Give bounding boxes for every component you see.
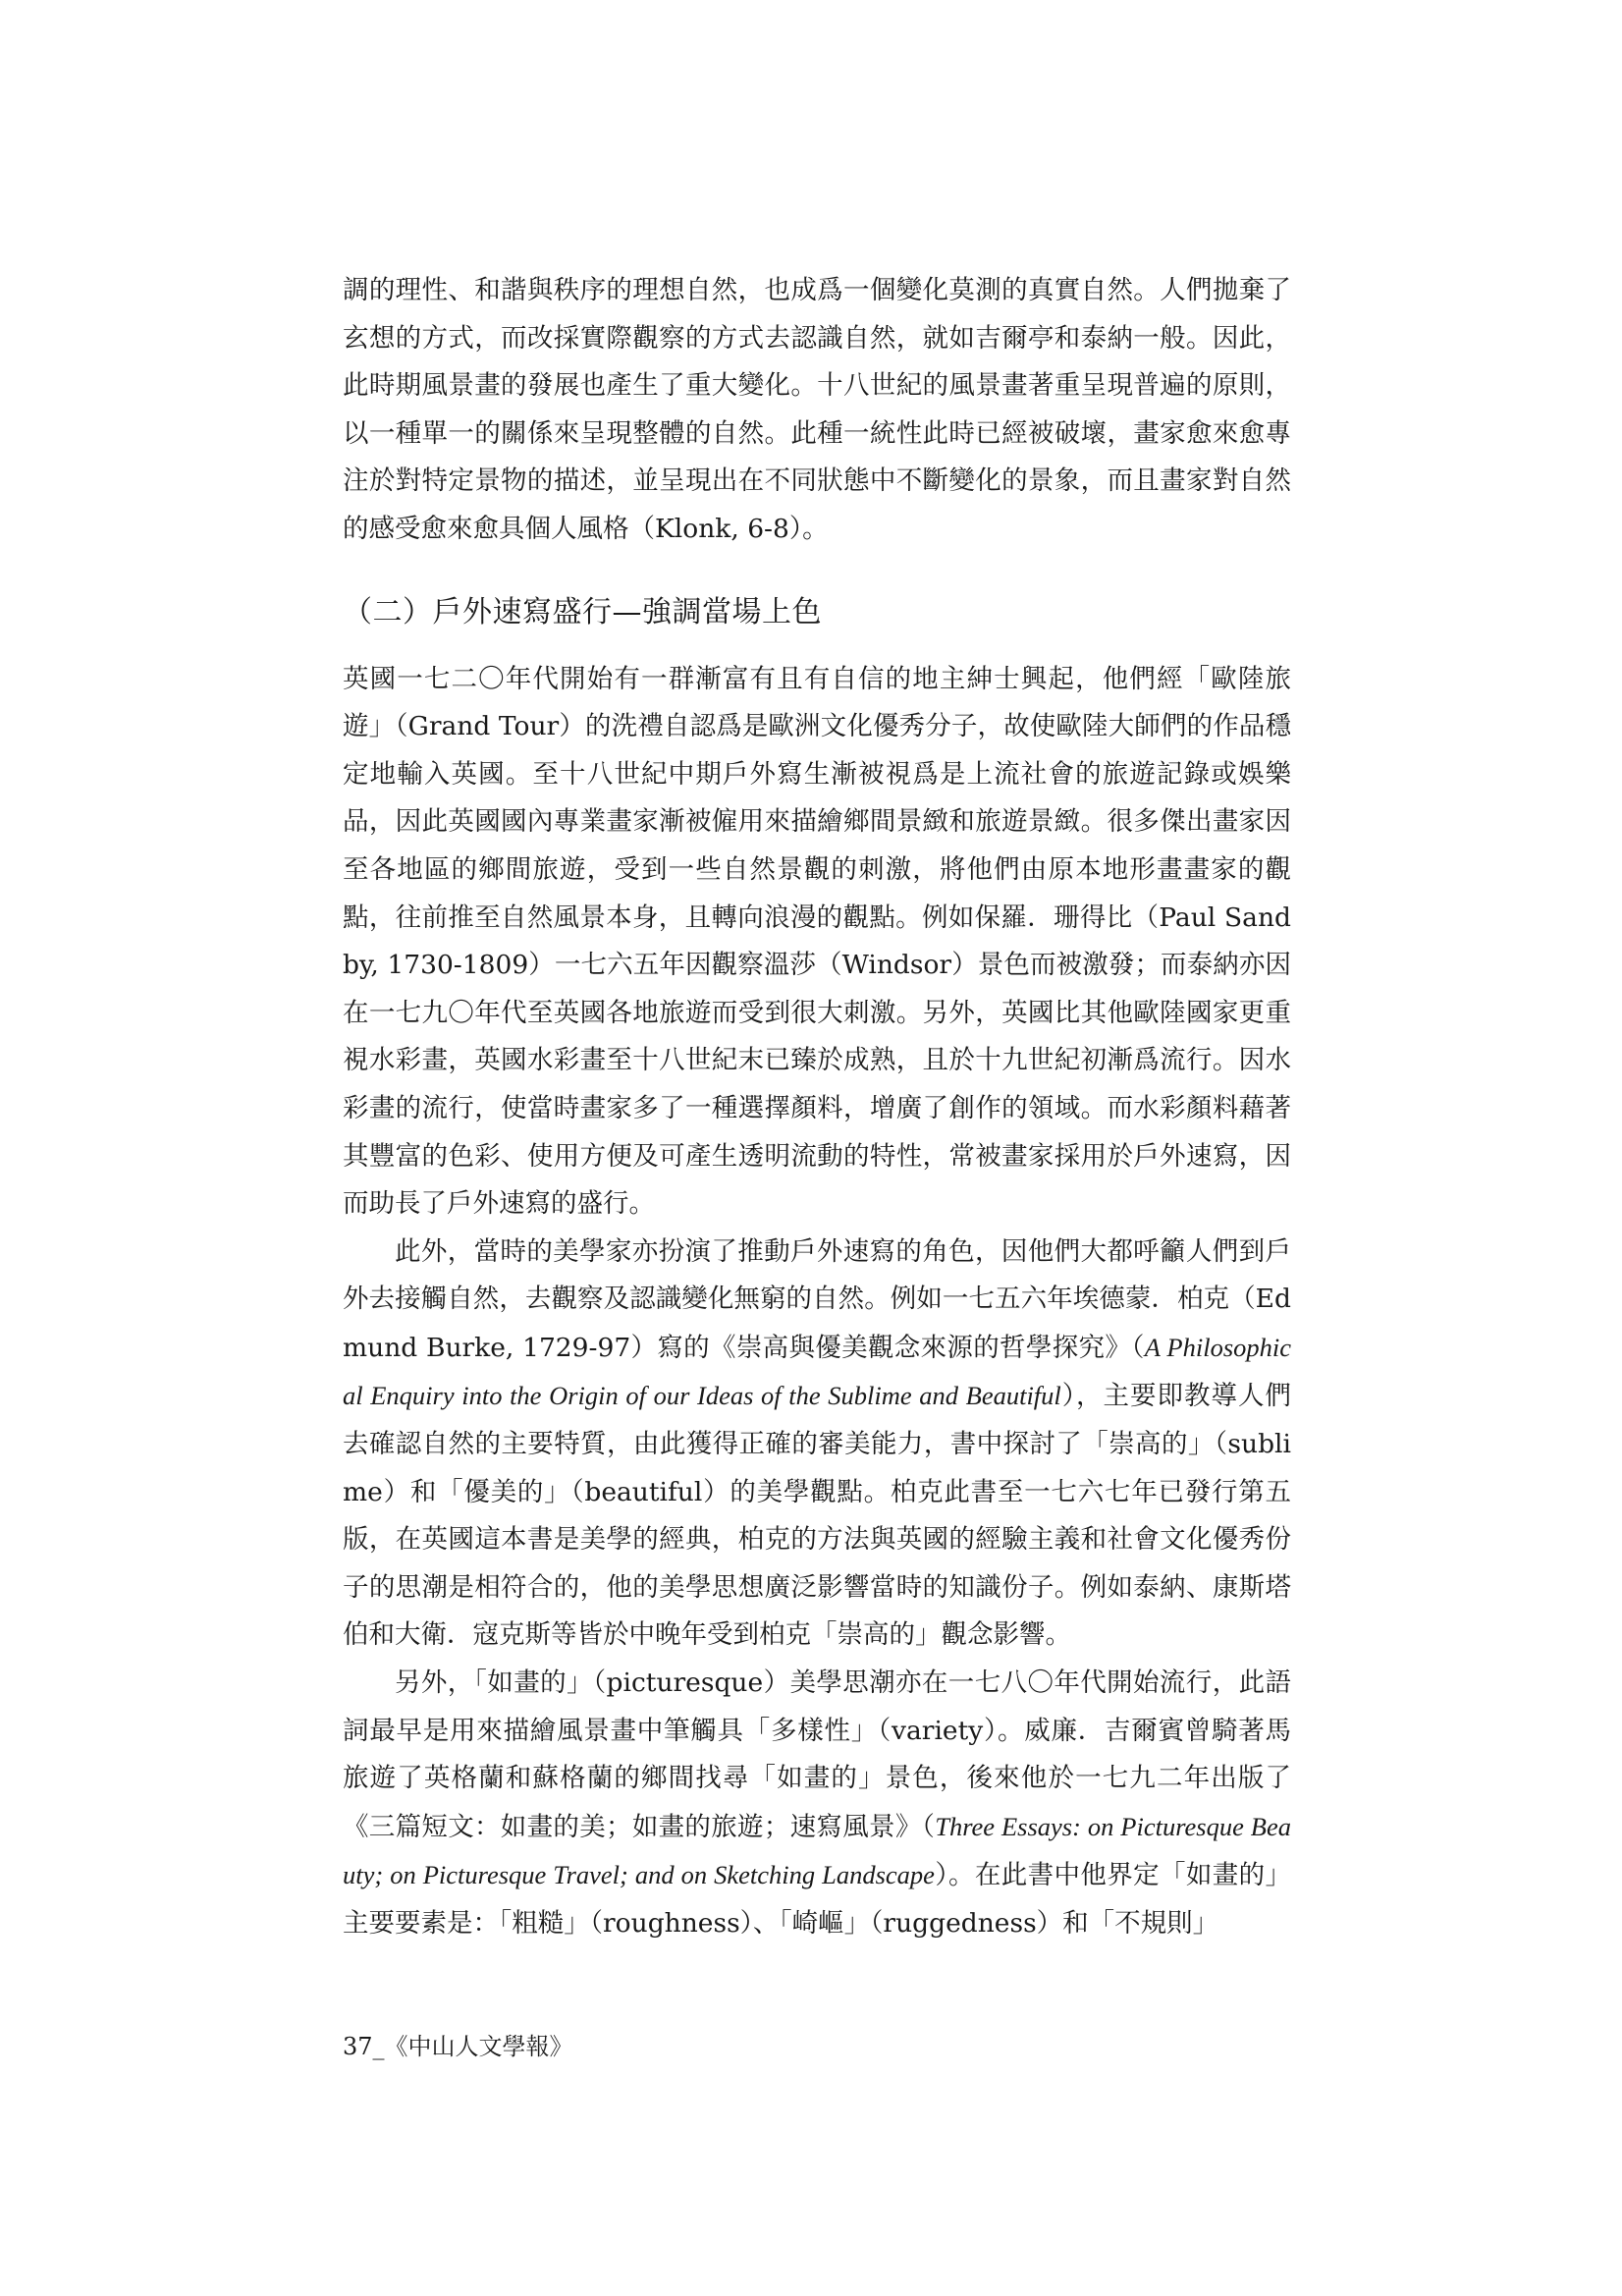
paragraph-burke-text-start: 此外，當時的美學家亦扮演了推動戶外速寫的角色，因他們大都呼籲人們到戶外去接觸自然，去觀察及認識變化無窮的自然。例如一七五六年埃德蒙．柏克（Edmund Burke, 1729-97）寫的《崇高與優美觀念來源的哲學探究》（ — [343, 1235, 1291, 1363]
paragraph-picturesque-text-start: 另外，「如畫的」（picturesque）美學思潮亦在一七八〇年代開始流行，此語詞最早是用來描繪風景畫中筆觸具「多樣性」（variety）。威廉．吉爾賓曾騎著馬旅遊了英格蘭和蘇格蘭的鄉間找尋「如畫的」景色，後來他於一七九二年出版了《三篇短文：如畫的美；如畫的旅遊；速寫風景》（ — [343, 1667, 1291, 1842]
gilpin-book-title: Three Essays: on Picturesque Beauty; on Picturesque Travel; and on Sketching Landscape — [343, 1811, 1292, 1890]
continuation-paragraph: 調的理性、和諧與秩序的理想自然，也成爲一個變化莫測的真實自然。人們拋棄了玄想的方式，而改採實際觀察的方式去認識自然，就如吉爾亭和泰納一般。因此，此時期風景畫的發展也產生了重大變化。十八世紀的風景畫著重呈現普遍的原則，以一種單一的關係來呈現整體的自然。此種一統性此時已經被破壞，畫家愈來愈專注於對特定景物的描述，並呈現出在不同狀態中不斷變化的景象，而且畫家對自然的感受愈來愈具個人風格（Klonk, 6-8）。 — [343, 275, 1291, 544]
burke-book-title: A Philosophical Enquiry into the Origin of our Ideas of the Sublime and Beautiful — [343, 1332, 1292, 1411]
paragraph-burke-text-end: ），主要即教導人們去確認自然的主要特質，由此獲得正確的審美能力，書中探討了「崇高的」（sublime）和「優美的」（beautiful）的美學觀點。柏克此書至一七六七年已發行第五版，在英國這本書是美學的經典，柏克的方法與英國的經驗主義和社會文化優秀份子的思潮是相符合的，他的美學思想廣泛影響當時的知識份子。例如泰納、康斯塔伯和大衛．寇克斯等皆於中晚年受到柏克「崇高的」觀念影響。 — [343, 1381, 1291, 1651]
paragraph-picturesque — [343, 1660, 1291, 1948]
paragraph-grand-tour: 英國一七二〇年代開始有一群漸富有且有自信的地主紳士興起，他們經「歐陸旅遊」（Grand Tour）的洗禮自認爲是歐洲文化優秀分子，故使歐陸大師們的作品穩定地輸入英國。至十八世紀中期戶外寫生漸被視爲是上流社會的旅遊記錄或娛樂品，因此英國國內專業畫家漸被僱用來描繪鄉間景緻和旅遊景緻。很多傑出畫家因至各地區的鄉間旅遊，受到一些自然景觀的刺激，將他們由原本地形畫畫家的觀點，往前推至自然風景本身，且轉向浪漫的觀點。例如保羅．珊得比（Paul Sandby, 1730-1809）一七六五年因觀察溫莎（Windsor）景色而被激發；而泰納亦因在一七九〇年代至英國各地旅遊而受到很大刺激。另外，英國比其他歐陸國家更重視水彩畫，英國水彩畫至十八世紀末已臻於成熟，且於十九世紀初漸爲流行。因水彩畫的流行，使當時畫家多了一種選擇顏料，增廣了創作的領域。而水彩顏料藉著其豐富的色彩、使用方便及可產生透明流動的特性，常被畫家採用於戶外速寫，因而助長了戶外速寫的盛行。 — [343, 663, 1291, 1220]
section-heading: （二）戶外速寫盛行—強調當場上色 — [343, 594, 822, 629]
paragraph-picturesque-text-end: ）。在此書中他界定「如畫的」主要要素是：「粗糙」（roughness）、「崎嶇」（ruggedness）和「不規則」 — [343, 1860, 1291, 1939]
page-body — [343, 267, 1291, 1948]
paragraph-burke — [343, 1229, 1291, 1660]
page-footer: 37_《中山人文學報》 — [343, 2033, 573, 2060]
